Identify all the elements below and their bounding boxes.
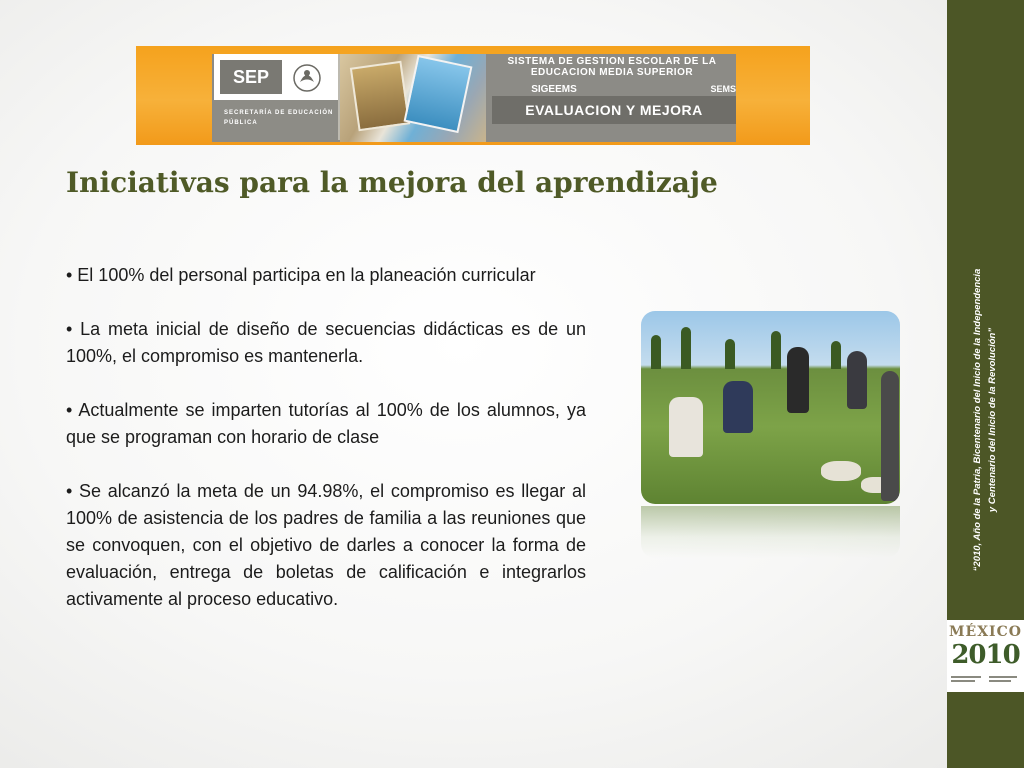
mexican-eagle-icon [290,62,324,94]
sep-subtitle: SECRETARÍA DE EDUCACIÓN PÚBLICA [224,110,334,126]
photo-reflection [641,506,900,558]
mexico-logo-fineprint [951,674,1021,686]
bullet-item: • La meta inicial de diseño de secuencias didácticas es de un 100%, el compromiso es mantenerla. [66,319,586,366]
bullet-item: • El 100% del personal participa en la planeación curricular [66,265,536,285]
photo-person [669,397,703,457]
header-banner [136,46,810,145]
mexico-logo-word: MÉXICO [949,624,1022,640]
motto-line-2: y Centenario del Inicio de la Revolución” [987,327,998,513]
system-title: SISTEMA DE GESTION ESCOLAR DE LA EDUCACION MEDIA SUPERIOR [507,56,717,78]
photo-tree [651,335,661,369]
mexico-2010-logo [947,620,1024,692]
photo-rock [821,461,861,481]
photo-person [723,381,753,433]
section-title: EVALUACION Y MEJORA [492,96,736,124]
collage-photo-pyramid [350,61,410,132]
photo-person [787,347,809,413]
bicentenario-motto [970,140,1000,700]
logo-fineprint-icon [951,674,1019,684]
system-acronym: SIGEEMS [531,84,577,95]
bullet-item: • Actualmente se imparten tutorías al 100% de los alumnos, ya que se programan con horario de clase [66,400,586,447]
banner-photo-collage [340,54,486,142]
bullet-item: • Se alcanzó la meta de un 94.98%, el compromiso es llegar al 100% de asistencia de los padres de familia a las reuniones que se convoquen, con el objetivo de darles a conocer la forma de evaluación, entrega de boletas de calificación e integrarlos activamente al proceso educativo. [66,481,586,609]
photo-person [847,351,867,409]
collage-photo-sky [404,55,473,133]
photo-tree [831,341,841,369]
photo-tree [725,339,735,369]
photo-person [881,371,899,501]
motto-line-1: “2010, Año de la Patria, Bicentenario del Inicio de la Independencia [972,268,983,572]
field-work-photo [641,311,900,504]
sep-logo-block [214,54,340,140]
bullet-list [66,262,586,613]
photo-tree [681,327,691,369]
photo-tree [771,331,781,369]
sems-label: SEMS [710,84,736,94]
mexico-logo-year: 2010 [951,640,1020,670]
sep-logo: SEP [220,60,282,94]
sep-logo-top [214,54,338,100]
slide-title: Iniciativas para la mejora del aprendizaje [66,166,718,199]
